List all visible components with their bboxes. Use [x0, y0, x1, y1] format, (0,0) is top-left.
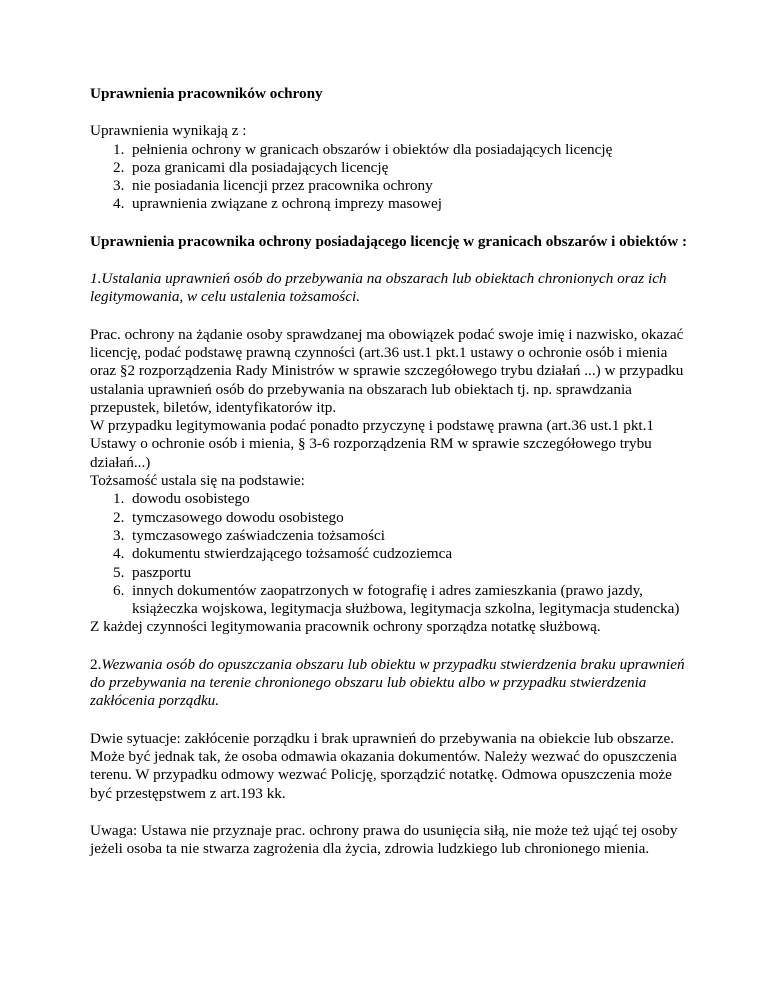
list-item: 4. uprawnienia związane z ochroną imprezy masowej [113, 195, 442, 213]
rights-list [90, 141, 690, 214]
list-item-text: pełnienia ochrony w granicach obszarów i obiektów dla posiadających licencję [132, 140, 613, 158]
section-1-body [90, 326, 690, 637]
list-item: 1. dowodu osobistego [113, 490, 250, 508]
list-item: 3. nie posiadania licencji przez pracownika ochrony [113, 177, 433, 195]
list-item-text: poza granicami dla posiadających licencję [132, 158, 389, 176]
section-1-title: 1.Ustalania uprawnień osób do przebywania na obszarach lub obiektach chronionych oraz ich legitymowania, w celu ustalenia tożsamości. [90, 270, 667, 306]
list-item-text: paszportu [132, 563, 192, 581]
section-2-body [90, 730, 690, 803]
document-body [90, 85, 690, 877]
note-paragraph: Uwaga: Ustawa nie przyznaje prac. ochrony prawa do usunięcia siłą, nie może też ująć tej osoby jeżeli osoba ta nie stwarza zagrożenia dla życia, zdrowia ludzkiego lub chronionego mienia. [90, 821, 678, 858]
list-item-text: dokumentu stwierdzającego tożsamość cudzoziemca [132, 545, 453, 563]
intro-section [90, 122, 690, 213]
list-item: 6. innych dokumentów zaopatrzonych w fotografię i adres zamieszkania (prawo jazdy, książeczka wojskowa, legitymacja służbowa, legitymacja szkolna, legitymacja studencka) [113, 581, 680, 618]
list-item: 1. pełnienia ochrony w granicach obszarów i obiektów dla posiadających licencję [113, 140, 613, 158]
list-item: 2. poza granicami dla posiadających licencję [113, 158, 389, 176]
paragraph: Dwie sytuacje: zakłócenie porządku i brak uprawnień do przebywania na obiekcie lub obszarze. [90, 729, 675, 747]
list-item: 3. tymczasowego zaświadczenia tożsamości [113, 526, 386, 544]
list-item-text: tymczasowego dowodu osobistego [132, 508, 344, 526]
paragraph: W przypadku legitymowania podać ponadto przyczynę i podstawę prawna (art.36 ust.1 pkt.1 Ustawy o ochronie osób i mienia, § 3-6 rozporządzenia RM w sprawie szczegółowego trybu działań...) [90, 417, 655, 471]
paragraph: Tożsamość ustala się na podstawie: [90, 472, 305, 490]
section-2-title [90, 656, 690, 711]
section-2-title-text: Wezwania osób do opuszczania obszaru lub obiektu w przypadku stwierdzenia braku uprawnień do przebywania na terenie chronionego obszaru lub obiektu albo w przypadku stwierdzenia zakłócenia porządku. [90, 655, 685, 710]
list-item-text: nie posiadania licencji przez pracownika ochrony [132, 177, 433, 195]
intro-text: Uprawnienia wynikają z : [90, 122, 247, 140]
list-item: 4. dokumentu stwierdzającego tożsamość cudzoziemca [113, 545, 453, 563]
section-heading: Uprawnienia pracownika ochrony posiadającego licencję w granicach obszarów i obiektów : [90, 232, 688, 250]
identity-documents-list [90, 490, 690, 618]
paragraph: Prac. ochrony na żądanie osoby sprawdzanej ma obowiązek podać swoje imię i nazwisko, okazać licencję, podać podstawę prawną czynności (art.36 ust.1 pkt.1 ustawy o ochronie osób i mienia oraz §2 rozporządzenia Rady Ministrów w sprawie szczegółowego trybu działań ...) w przypadku ustalania uprawnień osób do przebywania na obszarach lub obiektach tj. np. sprawdzania przepustek, biletów, identyfikatorów itp. [90, 325, 684, 416]
list-item-text: tymczasowego zaświadczenia tożsamości [132, 526, 386, 544]
list-item: 2. tymczasowego dowodu osobistego [113, 508, 344, 526]
paragraph: Z każdej czynności legitymowania pracownik ochrony sporządza notatkę służbową. [90, 618, 601, 636]
list-item-text: innych dokumentów zaopatrzonych w fotografię i adres zamieszkania (prawo jazdy, książeczka wojskowa, legitymacja służbowa, legitymacja szkolna, legitymacja studencka) [132, 581, 680, 618]
section-2-number: 2. [90, 655, 102, 673]
list-item-text: uprawnienia związane z ochroną imprezy masowej [132, 195, 442, 213]
document-title: Uprawnienia pracowników ochrony [90, 85, 323, 102]
list-item-text: dowodu osobistego [132, 490, 250, 508]
paragraph: Może być jednak tak, że osoba odmawia okazania dokumentów. Należy wezwać do opuszczenia terenu. W przypadku odmowy wezwać Policję, sporządzić notatkę. Odmowa opuszczenia może być przestępstwem z art.193 kk. [90, 747, 677, 802]
list-item: 5. paszportu [113, 563, 192, 581]
